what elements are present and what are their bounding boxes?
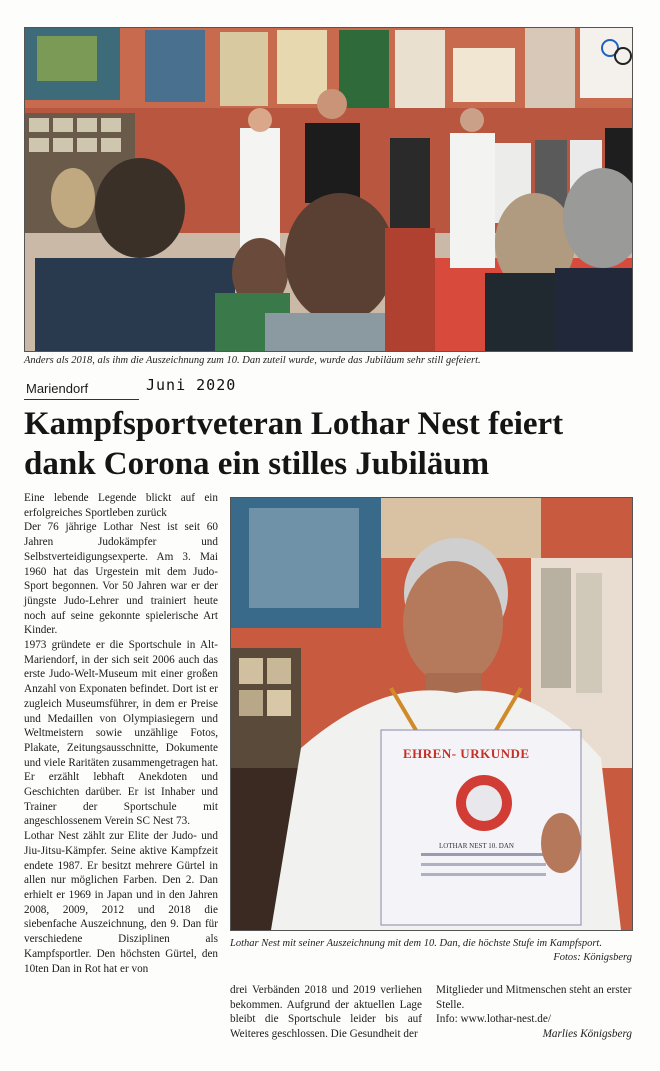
left-column xyxy=(24,491,218,976)
right-column xyxy=(436,983,632,1042)
portrait-caption: Lothar Nest mit seiner Auszeichnung mit dem 10. Dan, die höchste Stufe im Kampfsport. xyxy=(230,938,602,949)
portrait-illustration xyxy=(231,498,632,930)
dojo-scene-illustration xyxy=(25,28,632,351)
top-photo xyxy=(24,27,633,352)
paragraph-3: Lothar Nest zählt zur Elite der Judo- und Jiu-Jitsu-Kämpfer. Seine aktive Kampfzeit endete 1987. Er besitzt mehrere Gürtel in allen nur möglichen Farben. Den 2. Dan erhielt er 1969 in Japan und in den Jahren 2008, 2009, 2012 und 2018 die siebenfache Auszeichnung, den 9. Dan für verschiedene Disziplinen als Kampfsportler. Den höchsten Gürtel, den 10ten Dan in Rot hat er von xyxy=(24,830,218,975)
certificate-name: LOTHAR NEST 10. DAN xyxy=(439,842,514,850)
top-photo-caption: Anders als 2018, als ihm die Auszeichnung zum 10. Dan zuteil wurde, wurde das Jubiläum sehr still gefeiert. xyxy=(24,355,481,366)
certificate-title: EHREN- URKUNDE xyxy=(403,746,530,761)
photo-credit: Fotos: Königsberg xyxy=(553,952,632,963)
closing-text: Mitglieder und Mitmenschen steht an erster Stelle. xyxy=(436,984,632,1011)
paragraph-2: 1973 gründete er die Sportschule in Alt-Mariendorf, in der sich seit 2006 auch das erste Judo-Welt-Museum mit einer großen Anzahl von Exponaten befindet. Dort ist er zugleich Museumsführer, in dem er Preise und Medaillen von Olympiasiegern und Weltmeistern sowie unzählige Fotos, Plakate, Zeitungsausschnitte, Dokumente und viele Raritäten zusammengetragen hat. Er erzählt lebhaft Anekdoten und Geschichten darüber. Er ist Inhaber und Trainer der Sportschule mit angeschlossenem Verein SC Nest 73. xyxy=(24,639,218,828)
article-headline: Kampfsportveteran Lothar Nest feiert dank Corona ein stilles Jubiläum xyxy=(24,406,564,482)
info-link[interactable]: Info: www.lothar-nest.de/ xyxy=(436,1013,551,1026)
handwritten-date: Juni 2020 xyxy=(146,376,237,394)
portrait-photo xyxy=(230,497,633,931)
author-name: Marlies Königsberg xyxy=(542,1028,632,1041)
middle-column: drei Verbänden 2018 und 2019 verliehen bekommen. Aufgrund der aktuellen Lage bleibt die Sportschule leider bis auf Weiteres geschlossen. Die Gesundheit der xyxy=(230,984,422,1041)
paragraph-1: Der 76 jährige Lothar Nest ist seit 60 Jahren Judokämpfer und Selbstverteidigungsexperte. Am 3. Mai 1960 hat das Urgestein mit dem Judo-Sport begonnen. Vor 50 Jahren war er der jüngste Judo-Lehrer und trainiert heute noch auf seine gekonnte spielerische Art Kinder. xyxy=(24,521,218,637)
article-subheading: Eine lebende Legende blickt auf ein erfolgreiches Sportleben zurück xyxy=(24,492,218,519)
location-label: Mariendorf xyxy=(26,381,89,396)
location-bar xyxy=(24,377,139,400)
